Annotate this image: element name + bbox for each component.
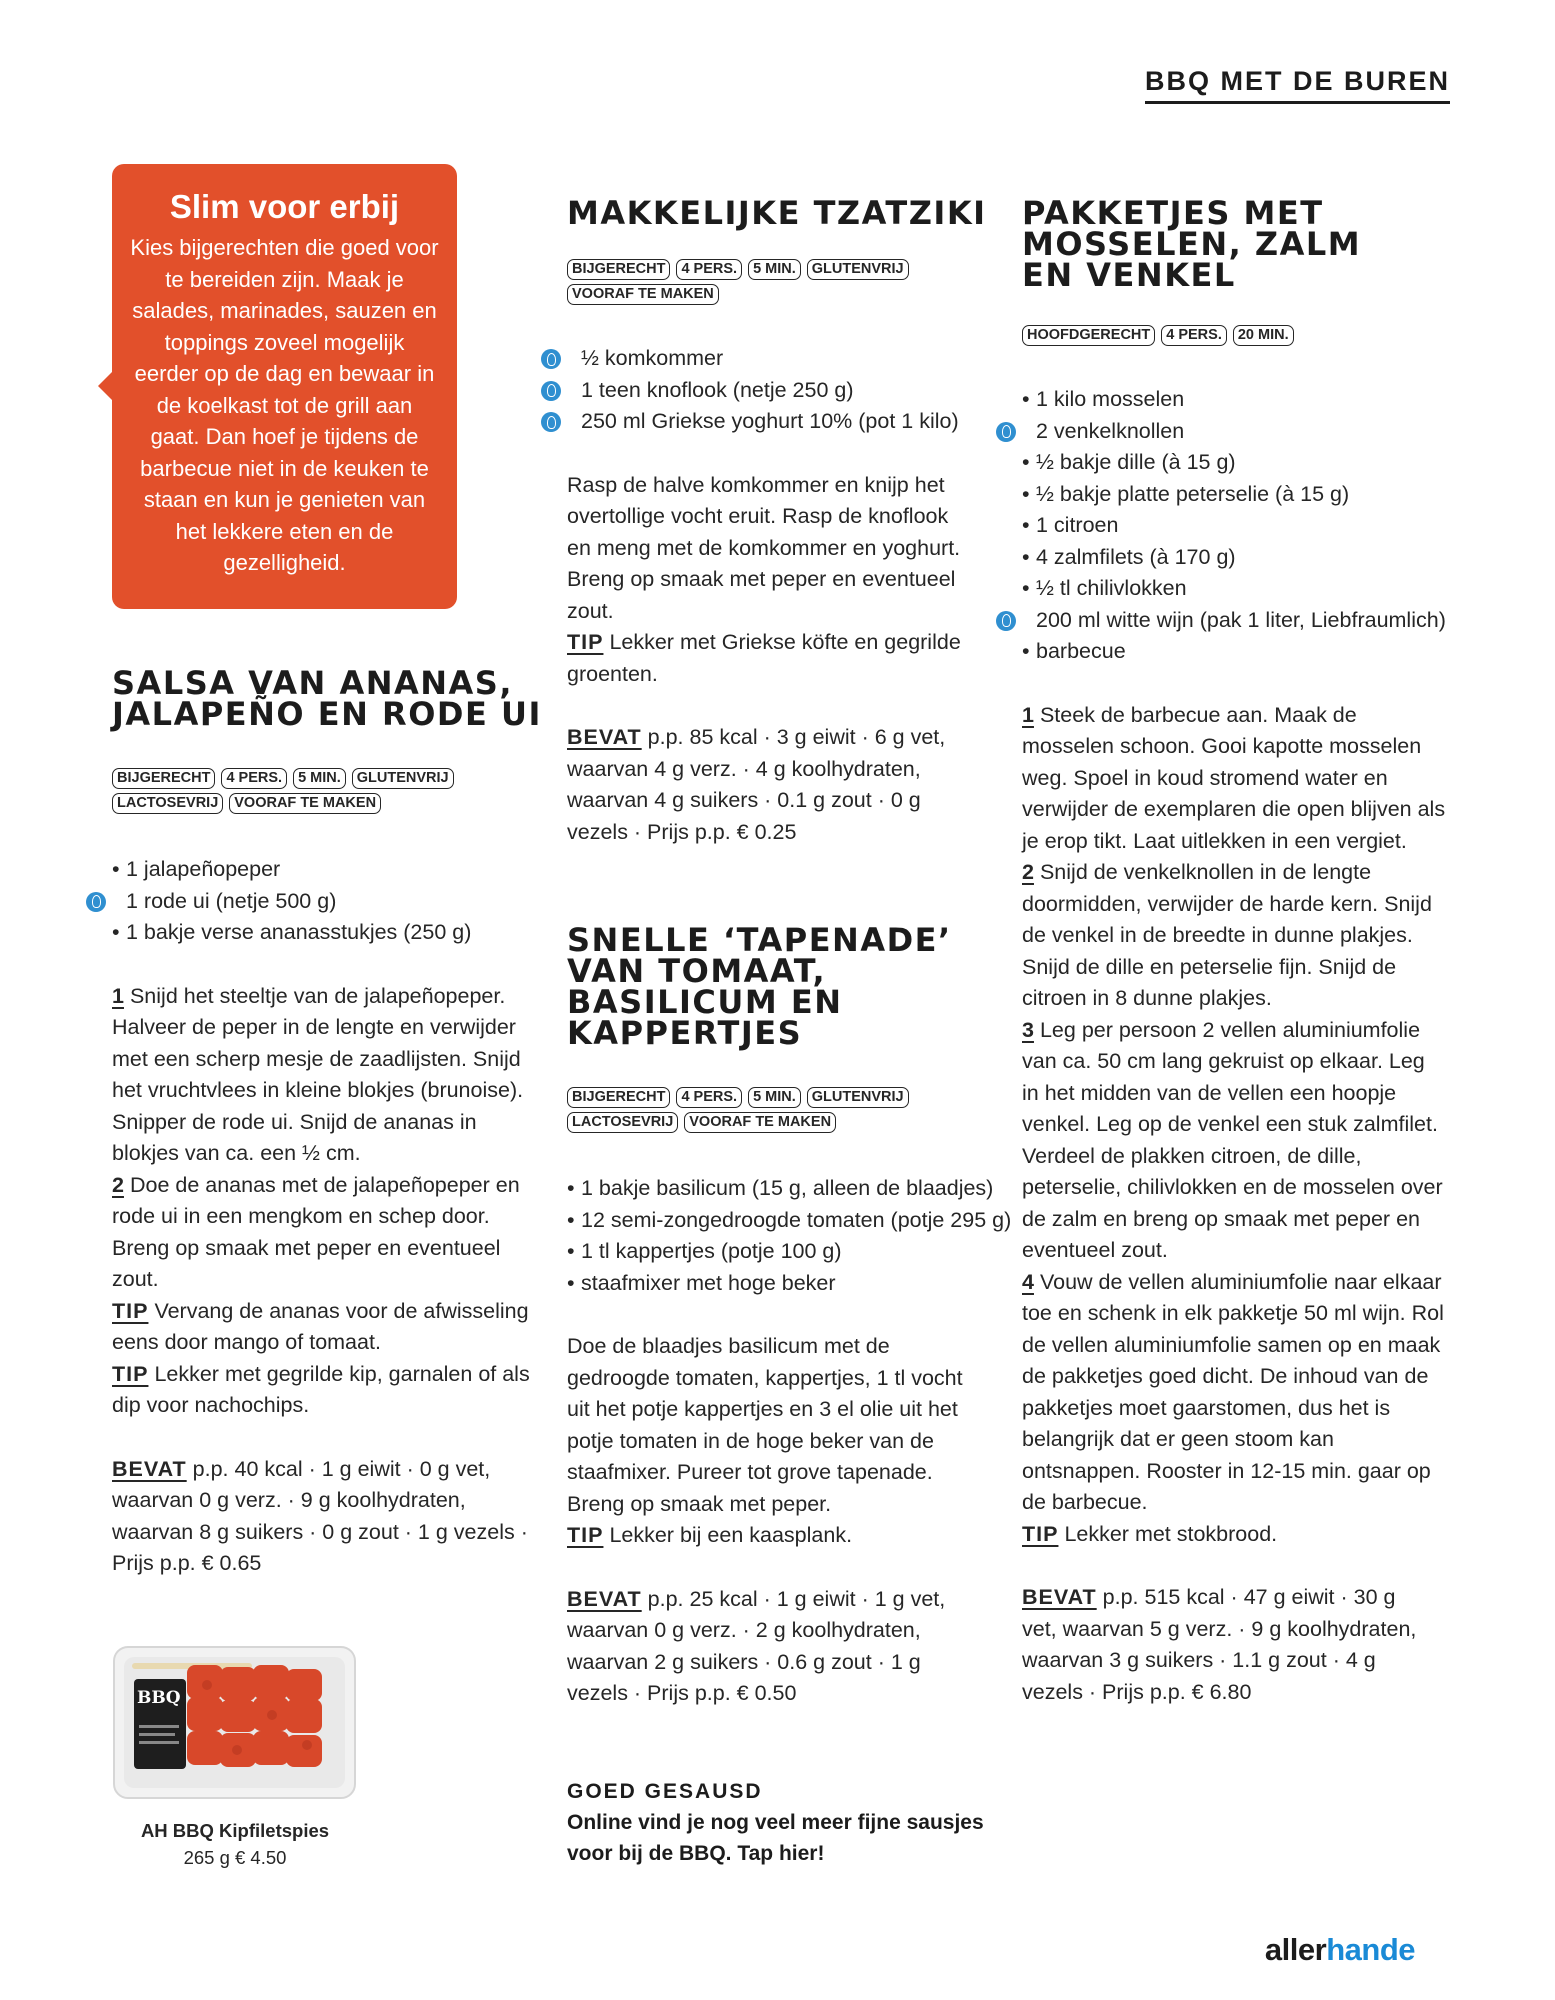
tag-list [1022, 325, 1452, 346]
tag: 5 MIN. [293, 768, 346, 789]
tag: 20 MIN. [1233, 325, 1294, 346]
tag: 4 PERS. [221, 768, 287, 789]
tip: TIP Lekker met stokbrood. [1022, 1521, 1278, 1546]
tag: 4 PERS. [676, 1087, 742, 1108]
ingredient: • 1 bakje verse ananasstukjes (250 g) [112, 917, 542, 949]
ingredient: • 1 bakje basilicum (15 g, alleen de blaadjes) [567, 1173, 1007, 1205]
tip-box-text: Kies bijgerechten die goed voor te bereiden zijn. Maak je salades, marinades, sauzen en toppings zoveel mogelijk eerder op de dag en bewaar in de koelkast tot de grill aan gaat. Dan hoef je tijdens de barbecue niet in de keuken te staan en kun je genieten van het lekkere eten en de gezelligheid. [130, 235, 439, 575]
ingredient: 1 teen knoflook (netje 250 g) [567, 375, 1007, 407]
ingredient: • 1 kilo mosselen [1022, 384, 1452, 416]
tip: TIP Lekker met Griekse köfte en gegrilde groenten. [567, 630, 961, 686]
nutrition: BEVAT p.p. 40 kcal · 1 g eiwit · 0 g vet, waarvan 0 g verz. · 9 g koolhydraten, waarvan 8 g suikers · 0 g zout · 1 g vezels · Prijs p.p. € 0.65 [112, 1456, 528, 1575]
ingredient: • ½ tl chilivlokken [1022, 573, 1452, 605]
step: 1 Steek de barbecue aan. Maak de mosselen schoon. Gooi kapotte mosselen weg. Spoel in koud stromend water en verwijder de exemplaren die open blijven als je erop tikt. Laat uitlekken in een vergiet. [1022, 702, 1446, 853]
tip: TIP Lekker met gegrilde kip, garnalen of als dip voor nachochips. [112, 1361, 530, 1417]
tag: VOORAF TE MAKEN [684, 1112, 836, 1133]
tip-box-title: Slim voor erbij [169, 188, 400, 225]
tag-list [567, 259, 967, 305]
step: 4 Vouw de vellen aluminiumfolie naar elkaar toe en schenk in elk pakketje 50 ml wijn. Rol de vellen aluminiumfolie samen op en maak de pakketjes goed dicht. De inhoud van de pakketjes moet gaarstomen, dus het is belangrijk dat er geen stoom kan ontsnappen. Rooster in 12-15 min. gaar op de barbecue. [1022, 1269, 1444, 1514]
brand-logo [1265, 1932, 1415, 1968]
tag: 5 MIN. [748, 259, 801, 280]
nutrition: BEVAT p.p. 515 kcal · 47 g eiwit · 30 g vet, waarvan 5 g verz. · 9 g koolhydraten, waarvan 3 g suikers · 1.1 g zout · 4 g vezels · Prijs p.p. € 6.80 [1022, 1585, 1417, 1704]
recipe-salsa [112, 664, 542, 1580]
tip-box [112, 164, 457, 609]
promo-block[interactable] [567, 1776, 1027, 1869]
promo-title: GOED GESAUSD [567, 1780, 763, 1803]
method [1022, 700, 1447, 1551]
eco-icon [541, 349, 561, 369]
brand-logo-part: hande [1326, 1932, 1415, 1967]
ingredient-list [567, 1173, 1012, 1299]
step: 1 Snijd het steeltje van de jalapeñopeper. Halveer de peper in de lengte en verwijder met een scherp mesje de zaadlijsten. Snijd het vruchtvlees in kleine blokjes (brunoise). Snipper de rode ui. Snijd de ananas in blokjes van ca. een ½ cm. [112, 983, 524, 1165]
ingredient-list [567, 343, 1007, 438]
method: Rasp de halve komkommer en knijp het overtollige vocht eruit. Rasp de knoflook en meng met de komkommer en yoghurt. Breng op smaak met peper en eventueel zout. [567, 472, 961, 623]
eco-icon [541, 412, 561, 432]
recipe-tzatziki [567, 194, 1007, 848]
ingredient: • 4 zalmfilets (à 170 g) [1022, 542, 1452, 574]
method [112, 981, 542, 1422]
tag: BIJGERECHT [112, 768, 215, 789]
recipe-title: MAKKELIJKE TZATZIKI [567, 194, 987, 232]
eco-icon [996, 422, 1016, 442]
brand-logo-part: aller [1264, 1932, 1327, 1967]
ingredient-list [112, 854, 542, 949]
tip: TIP Vervang de ananas voor de afwisseling eens door mango of tomaat. [112, 1298, 529, 1354]
ingredient: ½ komkommer [567, 343, 1007, 375]
ingredient: • staafmixer met hoge beker [567, 1268, 1007, 1300]
tag: GLUTENVRIJ [807, 1087, 909, 1108]
eco-icon [996, 611, 1016, 631]
method: Doe de blaadjes basilicum met de gedroogde tomaten, kappertjes, 1 tl vocht uit het potje kappertjes en 3 el olie uit het potje tomaten in de hoge beker van de staafmixer. Pureer tot grove tapenade. Breng op smaak met peper. [567, 1334, 963, 1516]
tag-list [567, 1087, 967, 1133]
tag: 4 PERS. [1161, 325, 1227, 346]
tag: 4 PERS. [676, 259, 742, 280]
tag: VOORAF TE MAKEN [567, 284, 719, 305]
ingredient-list [1022, 384, 1452, 668]
ingredient: 2 venkelknollen [1022, 416, 1452, 448]
promo-link-text[interactable]: Online vind je nog veel meer fijne sausjes voor bij de BBQ. Tap hier! [567, 1811, 984, 1865]
tag-list [112, 768, 542, 814]
tag: BIJGERECHT [567, 259, 670, 280]
ingredient: • 1 jalapeñopeper [112, 854, 542, 886]
eco-icon [86, 892, 106, 912]
ingredient: • ½ bakje dille (à 15 g) [1022, 447, 1452, 479]
ingredient: 1 rode ui (netje 500 g) [112, 886, 542, 918]
step: 3 Leg per persoon 2 vellen aluminiumfolie van ca. 50 cm lang gekruist op elkaar. Leg in het midden van de vellen een hoopje venkel. Leg op de venkel een stuk zalmfilet. Verdeel de plakken citroen, de dille, peterselie, chilivlokken en de mosselen over de zalm en breng op smaak met peper en eventueel zout. [1022, 1017, 1443, 1262]
recipe-pakketjes [1022, 194, 1452, 1708]
product-image[interactable] [112, 1645, 357, 1800]
ingredient: • barbecue [1022, 636, 1452, 668]
recipe-title: SNELLE ‘TAPENADE’ VAN TOMAAT, BASILICUM EN KAPPERTJES [567, 921, 952, 1052]
section-title: BBQ MET DE BUREN [1145, 66, 1450, 104]
tip: TIP Lekker bij een kaasplank. [567, 1523, 853, 1547]
tag: BIJGERECHT [567, 1087, 670, 1108]
product-badge: BBQ [137, 1688, 181, 1708]
nutrition: BEVAT p.p. 25 kcal · 1 g eiwit · 1 g vet, waarvan 0 g verz. · 2 g koolhydraten, waarvan 2 g suikers · 0.6 g zout · 1 g vezels · Prijs p.p. € 0.50 [567, 1586, 946, 1705]
ingredient: 200 ml witte wijn (pak 1 liter, Liebfraumlich) [1022, 605, 1452, 637]
step: 2 Snijd de venkelknollen in de lengte doormidden, verwijder de harde kern. Snijd de venkel in de breedte in dunne plakjes. Snijd de dille en peterselie fijn. Snijd de citroen in 8 dunne plakjes. [1022, 860, 1432, 1010]
tag: VOORAF TE MAKEN [229, 793, 381, 814]
recipe-title: PAKKETJES MET MOSSELEN, ZALM EN VENKEL [1022, 194, 1362, 294]
step: 2 Doe de ananas met de jalapeñopeper en rode ui in een mengkom en schep door. Breng op smaak met peper en eventueel zout. [112, 1172, 520, 1291]
product-name: AH BBQ Kipfiletspies [140, 1820, 330, 1841]
recipe-title: SALSA VAN ANANAS, JALAPEÑO EN RODE UI [112, 664, 542, 733]
ingredient: • 1 tl kappertjes (potje 100 g) [567, 1236, 1007, 1268]
eco-icon [541, 381, 561, 401]
product-price: 265 g € 4.50 [183, 1847, 287, 1868]
ingredient: 250 ml Griekse yoghurt 10% (pot 1 kilo) [567, 406, 1007, 438]
tag: LACTOSEVRIJ [112, 793, 223, 814]
tag: 5 MIN. [748, 1087, 801, 1108]
ingredient: • 1 citroen [1022, 510, 1452, 542]
tag: GLUTENVRIJ [807, 259, 909, 280]
ingredient: • 12 semi-zongedroogde tomaten (potje 295 g) [567, 1205, 1007, 1237]
nutrition: BEVAT p.p. 85 kcal · 3 g eiwit · 6 g vet, waarvan 4 g verz. · 4 g koolhydraten, waarvan 4 g suikers · 0.1 g zout · 0 g vezels · Prijs p.p. € 0.25 [567, 725, 946, 844]
tag: HOOFDGERECHT [1022, 325, 1155, 346]
ingredient: • ½ bakje platte peterselie (à 15 g) [1022, 479, 1452, 511]
tag: GLUTENVRIJ [352, 768, 454, 789]
recipe-tapenade [567, 921, 1012, 1710]
tag: LACTOSEVRIJ [567, 1112, 678, 1133]
